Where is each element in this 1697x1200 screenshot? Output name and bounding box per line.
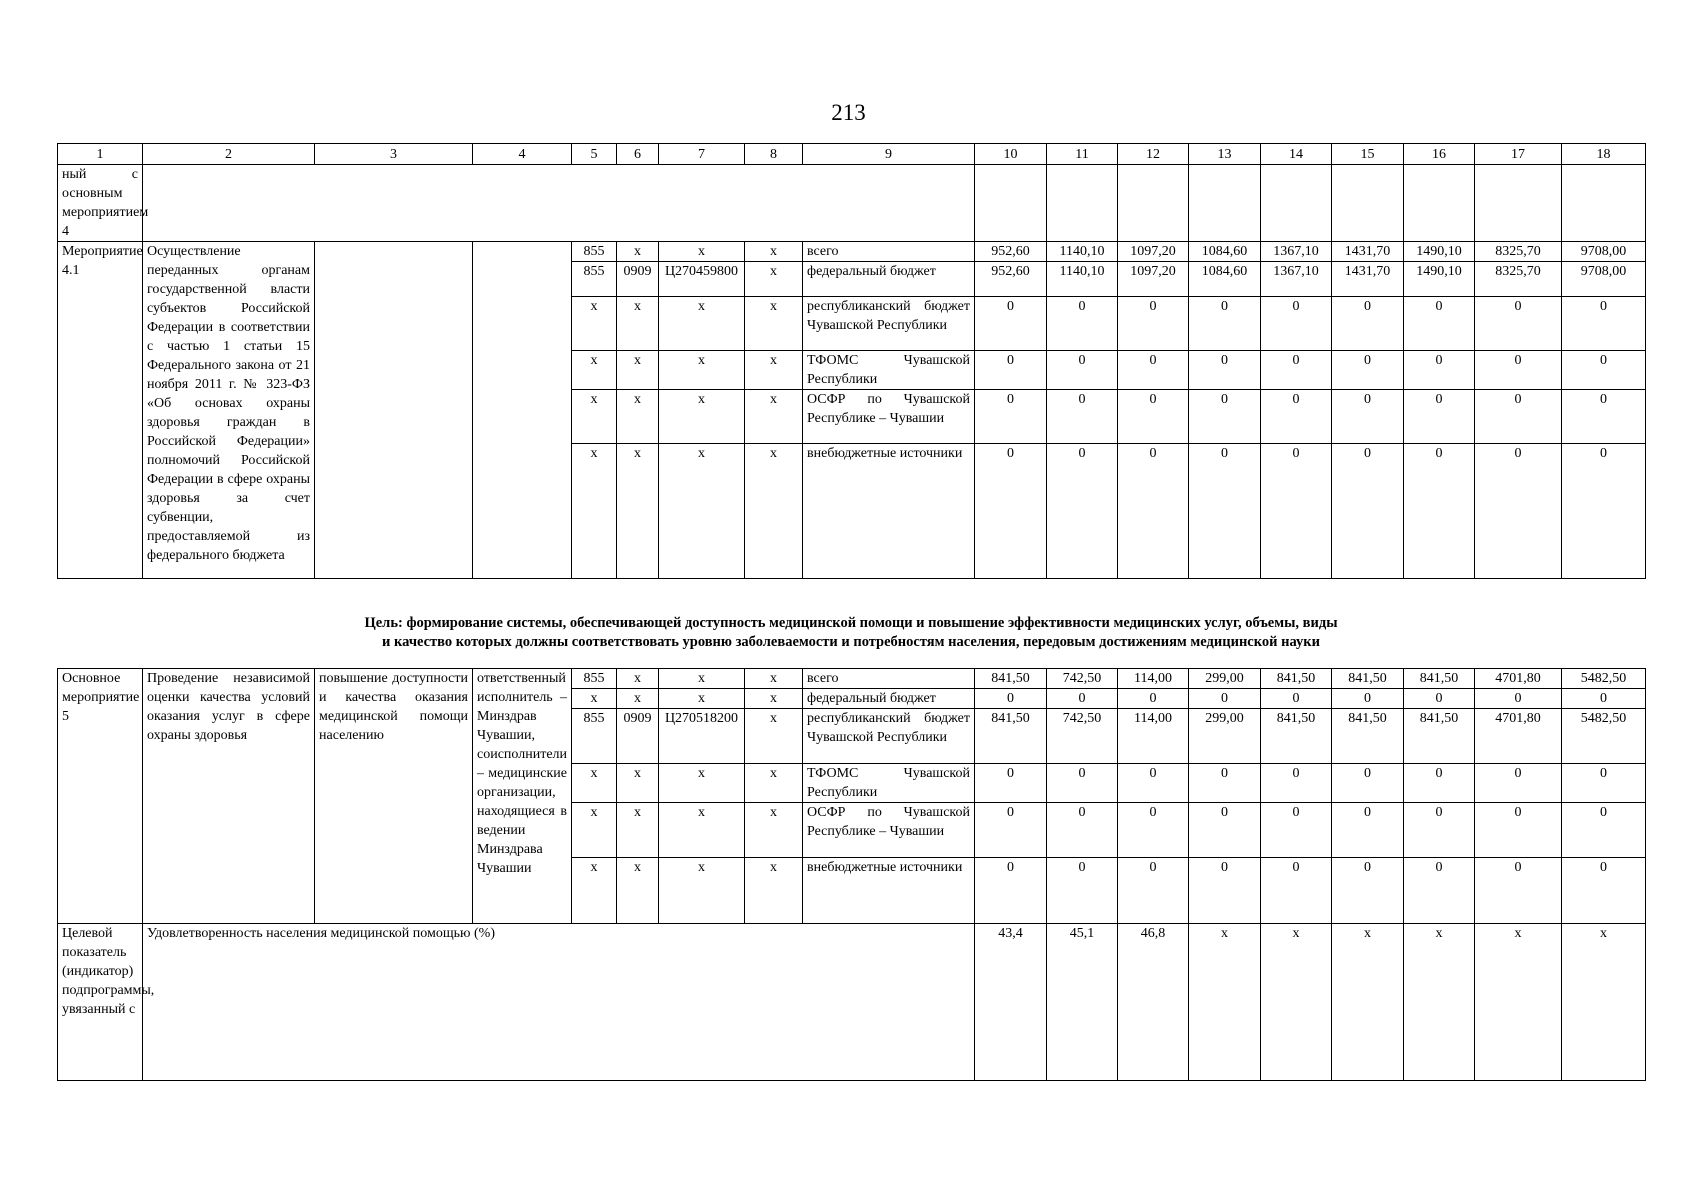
goal-cell — [315, 242, 473, 579]
amount-cell: 0 — [1475, 764, 1562, 803]
code-cell-8: х — [745, 803, 803, 858]
amount-cell: 0 — [1475, 444, 1562, 579]
amount-cell: 4701,80 — [1475, 709, 1562, 764]
amount-cell: 0 — [1562, 803, 1646, 858]
amount-cell: 841,50 — [1332, 709, 1404, 764]
amount-cell: 0 — [975, 390, 1047, 444]
amount-cell: 0 — [1562, 390, 1646, 444]
code-cell-6: х — [617, 858, 659, 924]
header-cell: 15 — [1332, 144, 1404, 165]
header-cell: 9 — [803, 144, 975, 165]
amount-cell: 952,60 — [975, 242, 1047, 262]
amount-cell: 0 — [1118, 764, 1189, 803]
indicator-value: х — [1404, 924, 1475, 1081]
amount-cell: 0 — [1118, 803, 1189, 858]
indicator-value: х — [1189, 924, 1261, 1081]
amount-cell: 841,50 — [1404, 669, 1475, 689]
code-cell-5: х — [572, 297, 617, 351]
code-cell-7: х — [659, 390, 745, 444]
amount-cell: 0 — [975, 764, 1047, 803]
code-cell-5: х — [572, 803, 617, 858]
code-cell-6: х — [617, 444, 659, 579]
empty-cell — [1332, 165, 1404, 242]
amount-cell: 1367,10 — [1261, 262, 1332, 297]
indicator-label: Целевой показатель (индикатор) подпрограммы, увязанный с — [58, 924, 143, 1081]
budget-table-1 — [57, 143, 1646, 579]
code-cell-6: х — [617, 669, 659, 689]
amount-cell: 8325,70 — [1475, 242, 1562, 262]
funding-source: внебюджетные источники — [803, 858, 975, 924]
funding-source: ТФОМС Чувашской Республики — [803, 351, 975, 390]
indicator-value: х — [1475, 924, 1562, 1081]
amount-cell: 0 — [1261, 858, 1332, 924]
code-cell-5: х — [572, 351, 617, 390]
amount-cell: 299,00 — [1189, 669, 1261, 689]
amount-cell: 0 — [975, 858, 1047, 924]
header-cell: 3 — [315, 144, 473, 165]
amount-cell: 1490,10 — [1404, 242, 1475, 262]
block2-rows — [58, 669, 1646, 924]
code-cell-6: х — [617, 689, 659, 709]
amount-cell: 0 — [1189, 764, 1261, 803]
amount-cell: 841,50 — [975, 669, 1047, 689]
empty-cell — [1189, 165, 1261, 242]
funding-source: всего — [803, 242, 975, 262]
indicator-value: 46,8 — [1118, 924, 1189, 1081]
code-cell-6: х — [617, 390, 659, 444]
code-cell-5: 855 — [572, 669, 617, 689]
empty-span — [143, 165, 975, 242]
funding-source: ОСФР по Чувашской Республике – Чувашии — [803, 803, 975, 858]
header-cell: 2 — [143, 144, 315, 165]
executor-cell — [473, 242, 572, 579]
code-cell-8: х — [745, 390, 803, 444]
amount-cell: 1140,10 — [1047, 262, 1118, 297]
amount-cell: 1367,10 — [1261, 242, 1332, 262]
code-cell-7: Ц270518200 — [659, 709, 745, 764]
amount-cell: 952,60 — [975, 262, 1047, 297]
amount-cell: 0 — [1562, 351, 1646, 390]
budget-table-2 — [57, 668, 1646, 1081]
amount-cell: 0 — [975, 444, 1047, 579]
block1-rows — [58, 242, 1646, 579]
code-cell-6: х — [617, 242, 659, 262]
header-cell: 6 — [617, 144, 659, 165]
code-cell-7: Ц270459800 — [659, 262, 745, 297]
amount-cell: 5482,50 — [1562, 709, 1646, 764]
code-cell-7: х — [659, 351, 745, 390]
amount-cell: 0 — [1562, 764, 1646, 803]
amount-cell: 0 — [1189, 390, 1261, 444]
amount-cell: 0 — [1261, 444, 1332, 579]
amount-cell: 841,50 — [1332, 669, 1404, 689]
amount-cell: 1431,70 — [1332, 242, 1404, 262]
amount-cell: 0 — [1332, 858, 1404, 924]
amount-cell: 841,50 — [975, 709, 1047, 764]
amount-cell: 0 — [1118, 689, 1189, 709]
goal-line-1: Цель: формирование системы, обеспечивающей доступность медицинской помощи и повышение эффективности медицинских услуг, объемы, виды — [364, 615, 1338, 631]
amount-cell: 0 — [1261, 689, 1332, 709]
amount-cell: 0 — [1189, 444, 1261, 579]
indicator-text: Удовлетворенность населения медицинской помощью (%) — [143, 924, 975, 1081]
header-cell: 10 — [975, 144, 1047, 165]
amount-cell: 0 — [1118, 390, 1189, 444]
funding-source: республиканский бюджет Чувашской Республики — [803, 297, 975, 351]
code-cell-7: х — [659, 858, 745, 924]
header-cell: 1 — [58, 144, 143, 165]
amount-cell: 0 — [1562, 297, 1646, 351]
code-cell-8: х — [745, 242, 803, 262]
amount-cell: 0 — [1189, 803, 1261, 858]
amount-cell: 0 — [1189, 297, 1261, 351]
amount-cell: 0 — [1404, 390, 1475, 444]
event-description: Проведение независимой оценки качества условий оказания услуг в сфере охраны здоровья — [143, 669, 315, 924]
code-cell-5: х — [572, 444, 617, 579]
code-cell-6: х — [617, 351, 659, 390]
amount-cell: 0 — [1404, 803, 1475, 858]
code-cell-7: х — [659, 297, 745, 351]
code-cell-5: х — [572, 858, 617, 924]
amount-cell: 114,00 — [1118, 669, 1189, 689]
empty-cell — [1475, 165, 1562, 242]
funding-source: республиканский бюджет Чувашской Республики — [803, 709, 975, 764]
empty-cell — [975, 165, 1047, 242]
code-cell-8: х — [745, 262, 803, 297]
funding-source: ОСФР по Чувашской Республике – Чувашии — [803, 390, 975, 444]
funding-source: ТФОМС Чувашской Республики — [803, 764, 975, 803]
amount-cell: 1140,10 — [1047, 242, 1118, 262]
amount-cell: 114,00 — [1118, 709, 1189, 764]
header-cell: 14 — [1261, 144, 1332, 165]
code-cell-6: х — [617, 803, 659, 858]
amount-cell: 9708,00 — [1562, 262, 1646, 297]
empty-cell — [1047, 165, 1118, 242]
amount-cell: 1490,10 — [1404, 262, 1475, 297]
expected-result: повышение доступности и качества оказания медицинской помощи населению — [315, 669, 473, 924]
code-cell-7: х — [659, 444, 745, 579]
code-cell-7: х — [659, 764, 745, 803]
amount-cell: 0 — [975, 351, 1047, 390]
amount-cell: 0 — [1404, 764, 1475, 803]
continuation-label: ный с основным мероприятием 4 — [58, 165, 143, 242]
indicator-value: х — [1261, 924, 1332, 1081]
indicator-value: х — [1562, 924, 1646, 1081]
amount-cell: 1097,20 — [1118, 262, 1189, 297]
amount-cell: 0 — [1332, 390, 1404, 444]
amount-cell: 0 — [1047, 390, 1118, 444]
amount-cell: 0 — [1404, 297, 1475, 351]
amount-cell: 841,50 — [1404, 709, 1475, 764]
amount-cell: 0 — [1475, 390, 1562, 444]
code-cell-7: х — [659, 669, 745, 689]
page-number: 213 — [831, 100, 866, 125]
code-cell-5: 855 — [572, 262, 617, 297]
code-cell-8: х — [745, 444, 803, 579]
code-cell-8: х — [745, 297, 803, 351]
code-cell-8: х — [745, 669, 803, 689]
indicator-row — [58, 924, 1646, 1081]
goal-line-2: и качество которых должны соответствовать уровню заболеваемости и потребностям населения, передовым достижениям медицинской науки — [382, 634, 1320, 650]
amount-cell: 0 — [1047, 351, 1118, 390]
amount-cell: 0 — [1047, 858, 1118, 924]
code-cell-8: х — [745, 351, 803, 390]
code-cell-8: х — [745, 689, 803, 709]
amount-cell: 0 — [1261, 390, 1332, 444]
amount-cell: 0 — [1118, 444, 1189, 579]
amount-cell: 0 — [975, 297, 1047, 351]
amount-cell: 0 — [1261, 803, 1332, 858]
indicator-value: 43,4 — [975, 924, 1047, 1081]
header-cell: 7 — [659, 144, 745, 165]
amount-cell: 0 — [1118, 858, 1189, 924]
amount-cell: 0 — [1332, 689, 1404, 709]
header-cell: 18 — [1562, 144, 1646, 165]
goal-statement — [57, 614, 1645, 652]
amount-cell: 1431,70 — [1332, 262, 1404, 297]
amount-cell: 0 — [1332, 297, 1404, 351]
amount-cell: 8325,70 — [1475, 262, 1562, 297]
code-cell-5: х — [572, 764, 617, 803]
code-cell-7: х — [659, 689, 745, 709]
amount-cell: 299,00 — [1189, 709, 1261, 764]
amount-cell: 0 — [1189, 858, 1261, 924]
funding-source: внебюджетные источники — [803, 444, 975, 579]
amount-cell: 0 — [1332, 351, 1404, 390]
amount-cell: 0 — [1562, 444, 1646, 579]
empty-cell — [1562, 165, 1646, 242]
amount-cell: 1097,20 — [1118, 242, 1189, 262]
header-cell: 17 — [1475, 144, 1562, 165]
amount-cell: 0 — [1189, 351, 1261, 390]
code-cell-8: х — [745, 858, 803, 924]
code-cell-6: 0909 — [617, 709, 659, 764]
amount-cell: 841,50 — [1261, 669, 1332, 689]
code-cell-6: 0909 — [617, 262, 659, 297]
amount-cell: 0 — [1475, 297, 1562, 351]
code-cell-7: х — [659, 242, 745, 262]
empty-cell — [1404, 165, 1475, 242]
executor-cell: ответственный исполнитель – Минздрав Чувашии, соисполнители – медицинские организации, находящиеся в ведении Минздрава Чувашии — [473, 669, 572, 924]
amount-cell: 4701,80 — [1475, 669, 1562, 689]
amount-cell: 0 — [1475, 803, 1562, 858]
source-row — [58, 242, 1646, 262]
code-cell-6: х — [617, 764, 659, 803]
header-cell: 13 — [1189, 144, 1261, 165]
event-label: Основное мероприятие 5 — [58, 669, 143, 924]
indicator-value: х — [1332, 924, 1404, 1081]
column-number-row — [58, 144, 1646, 165]
amount-cell: 5482,50 — [1562, 669, 1646, 689]
empty-cell — [1118, 165, 1189, 242]
funding-source: федеральный бюджет — [803, 689, 975, 709]
amount-cell: 0 — [1404, 858, 1475, 924]
amount-cell: 0 — [1047, 297, 1118, 351]
amount-cell: 0 — [1118, 351, 1189, 390]
header-cell: 5 — [572, 144, 617, 165]
code-cell-8: х — [745, 709, 803, 764]
amount-cell: 742,50 — [1047, 669, 1118, 689]
amount-cell: 1084,60 — [1189, 262, 1261, 297]
amount-cell: 0 — [1562, 689, 1646, 709]
code-cell-5: 855 — [572, 242, 617, 262]
amount-cell: 0 — [1261, 297, 1332, 351]
amount-cell: 0 — [1189, 689, 1261, 709]
amount-cell: 0 — [1404, 689, 1475, 709]
amount-cell: 0 — [1047, 689, 1118, 709]
header-cell: 12 — [1118, 144, 1189, 165]
funding-source: федеральный бюджет — [803, 262, 975, 297]
amount-cell: 0 — [1404, 351, 1475, 390]
header-cell: 4 — [473, 144, 572, 165]
indicator-value: 45,1 — [1047, 924, 1118, 1081]
code-cell-8: х — [745, 764, 803, 803]
code-cell-7: х — [659, 803, 745, 858]
code-cell-5: х — [572, 689, 617, 709]
continuation-row — [58, 165, 1646, 242]
event-description: Осуществление переданных органам государственной власти субъектов Российской Федерации в соответствии с частью 1 статьи 15 Федерального закона от 21 ноября 2011 г. № 323-ФЗ «Об основах охраны здоровья граждан в Российской Федерации» полномочий Российской Федерации в сфере охраны здоровья за счет субвенции, предоставляемой из федерального бюджета — [143, 242, 315, 579]
header-cell: 11 — [1047, 144, 1118, 165]
amount-cell: 0 — [1261, 351, 1332, 390]
empty-cell — [1261, 165, 1332, 242]
amount-cell: 0 — [1475, 689, 1562, 709]
amount-cell: 0 — [1332, 764, 1404, 803]
amount-cell: 0 — [1404, 444, 1475, 579]
amount-cell: 0 — [1047, 803, 1118, 858]
amount-cell: 742,50 — [1047, 709, 1118, 764]
amount-cell: 0 — [1475, 858, 1562, 924]
amount-cell: 0 — [1332, 803, 1404, 858]
source-row — [58, 669, 1646, 689]
amount-cell: 0 — [1562, 858, 1646, 924]
funding-source: всего — [803, 669, 975, 689]
code-cell-5: х — [572, 390, 617, 444]
event-label: Мероприятие 4.1 — [58, 242, 143, 579]
amount-cell: 0 — [1261, 764, 1332, 803]
amount-cell: 0 — [975, 689, 1047, 709]
amount-cell: 0 — [1475, 351, 1562, 390]
amount-cell: 9708,00 — [1562, 242, 1646, 262]
amount-cell: 1084,60 — [1189, 242, 1261, 262]
code-cell-5: 855 — [572, 709, 617, 764]
header-cell: 8 — [745, 144, 803, 165]
amount-cell: 0 — [1118, 297, 1189, 351]
amount-cell: 0 — [975, 803, 1047, 858]
header-cell: 16 — [1404, 144, 1475, 165]
amount-cell: 0 — [1047, 764, 1118, 803]
amount-cell: 841,50 — [1261, 709, 1332, 764]
amount-cell: 0 — [1047, 444, 1118, 579]
amount-cell: 0 — [1332, 444, 1404, 579]
code-cell-6: х — [617, 297, 659, 351]
